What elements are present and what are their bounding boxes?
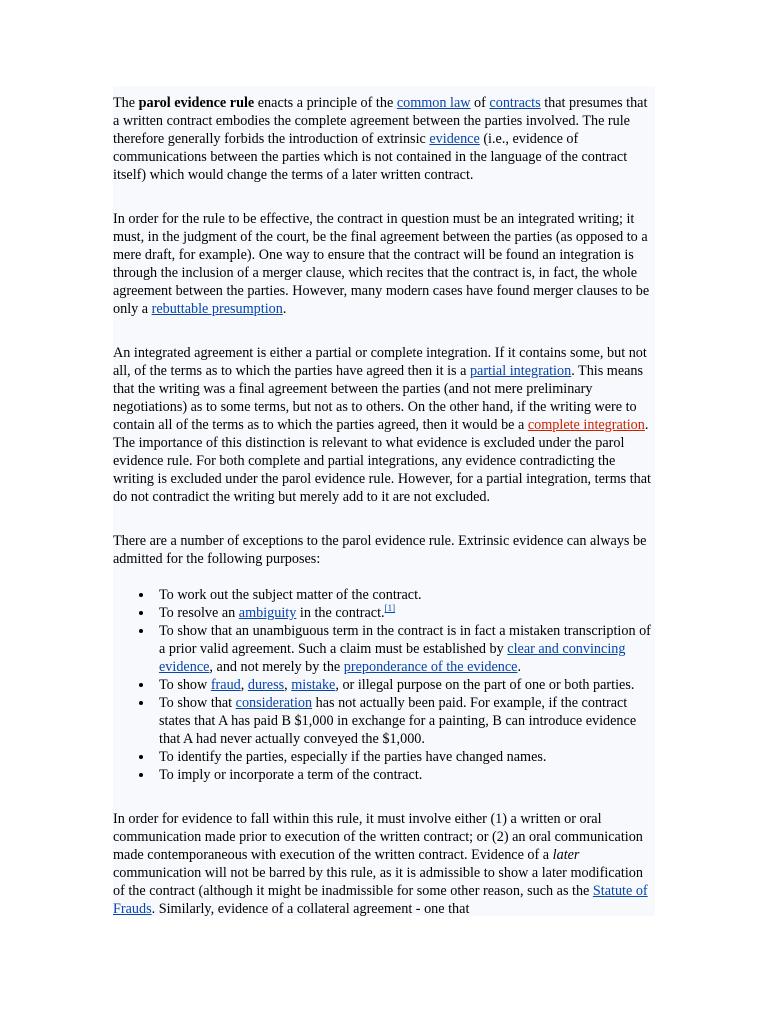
list-item: To show that consideration has not actually been paid. For example, if the contract states that A has paid B $1,000 in exchange for a painting, B can introduce evidence that A had never actually conveyed the $1,000. [159,694,655,748]
document-page [113,86,655,916]
link-preponderance-of-the-evidence[interactable]: preponderance of the evidence [343,659,518,675]
list-item: To show that an unambiguous term in the contract is in fact a mistaken transcription of a prior valid agreement. Such a claim must be established by clear and convincing evidence, and not merely by the preponderance of the evidence. [159,622,655,676]
paragraph-exceptions: There are a number of exceptions to the parol evidence rule. Extrinsic evidence can always be admitted for the following purposes: [113,533,647,567]
link-statute-of-frauds[interactable]: Statute of Frauds [113,883,648,917]
link-partial-integration[interactable]: partial integration [469,363,572,379]
link-common-law[interactable]: common law [396,95,471,111]
paragraph-prior-communications: In order for evidence to fall within this rule, it must involve either (1) a written or oral communication made prior to execution of the written contract; or (2) an oral communication made contemporaneous with execution of the written contract. Evidence of a later communication will not be barred by this rule, as it is admissible to show a later modification of the contract (although it might be inadmissible for some other reason, such as the Statute of Frauds. Similarly, evidence of a collateral agreement - one that [113,811,648,917]
link-complete-integration[interactable]: complete integration [527,417,645,433]
link-clear-and-convincing-evidence[interactable]: clear and convincing evidence [159,641,626,675]
list-item: To imply or incorporate a term of the contract. [159,766,655,784]
link-duress[interactable]: duress [247,677,285,693]
link-consideration[interactable]: consideration [235,695,313,711]
paragraph-integration: In order for the rule to be effective, the contract in question must be an integrated writing; it must, in the judgment of the court, be the final agreement between the parties (as opposed to a mere draft, for example). One way to ensure that the contract will be found an integration is through the inclusion of a merger clause, which recites that the contract is, in fact, the whole agreement between the parties. However, many modern cases have found merger clauses to be only a rebuttable presumption. [113,211,650,317]
term-parol-evidence-rule: parol evidence rule [138,95,255,111]
footnote-link-1[interactable]: [1] [384,603,396,613]
link-evidence[interactable]: evidence [429,131,480,147]
list-item: To resolve an ambiguity in the contract.[1] [159,604,655,622]
paragraph-partial-complete: An integrated agreement is either a partial or complete integration. If it contains some, but not all, of the terms as to which the parties have agreed then it is a partial integration. This means that the writing was a final agreement between the parties (and not mere preliminary negotiations) as to some terms, but not as to others. On the other hand, if the writing were to contain all of the terms as to which the parties agreed, then it would be a complete integration. The importance of this distinction is relevant to what evidence is excluded under the parol evidence rule. For both complete and partial integrations, any evidence contradicting the writing is excluded under the parol evidence rule. However, for a partial integration, terms that do not contradict the writing but merely add to it are not excluded. [113,345,651,505]
link-ambiguity[interactable]: ambiguity [238,605,297,621]
link-contracts[interactable]: contracts [489,95,541,111]
link-rebuttable-presumption[interactable]: rebuttable presumption [151,301,283,317]
link-fraud[interactable]: fraud [210,677,241,693]
list-item: To show fraud, duress, mistake, or illegal purpose on the part of one or both parties. [159,676,655,694]
list-item: To work out the subject matter of the contract. [159,586,655,604]
exceptions-list [113,586,655,784]
link-mistake[interactable]: mistake [291,677,336,693]
paragraph-intro: The parol evidence rule enacts a principle of the common law of contracts that presumes that a written contract embodies the complete agreement between the parties involved. The rule therefore generally forbids the introduction of extrinsic evidence (i.e., evidence of communications between the parties which is not contained in the language of the contract itself) which would change the terms of a later written contract. [113,95,648,183]
list-item: To identify the parties, especially if the parties have changed names. [159,748,655,766]
